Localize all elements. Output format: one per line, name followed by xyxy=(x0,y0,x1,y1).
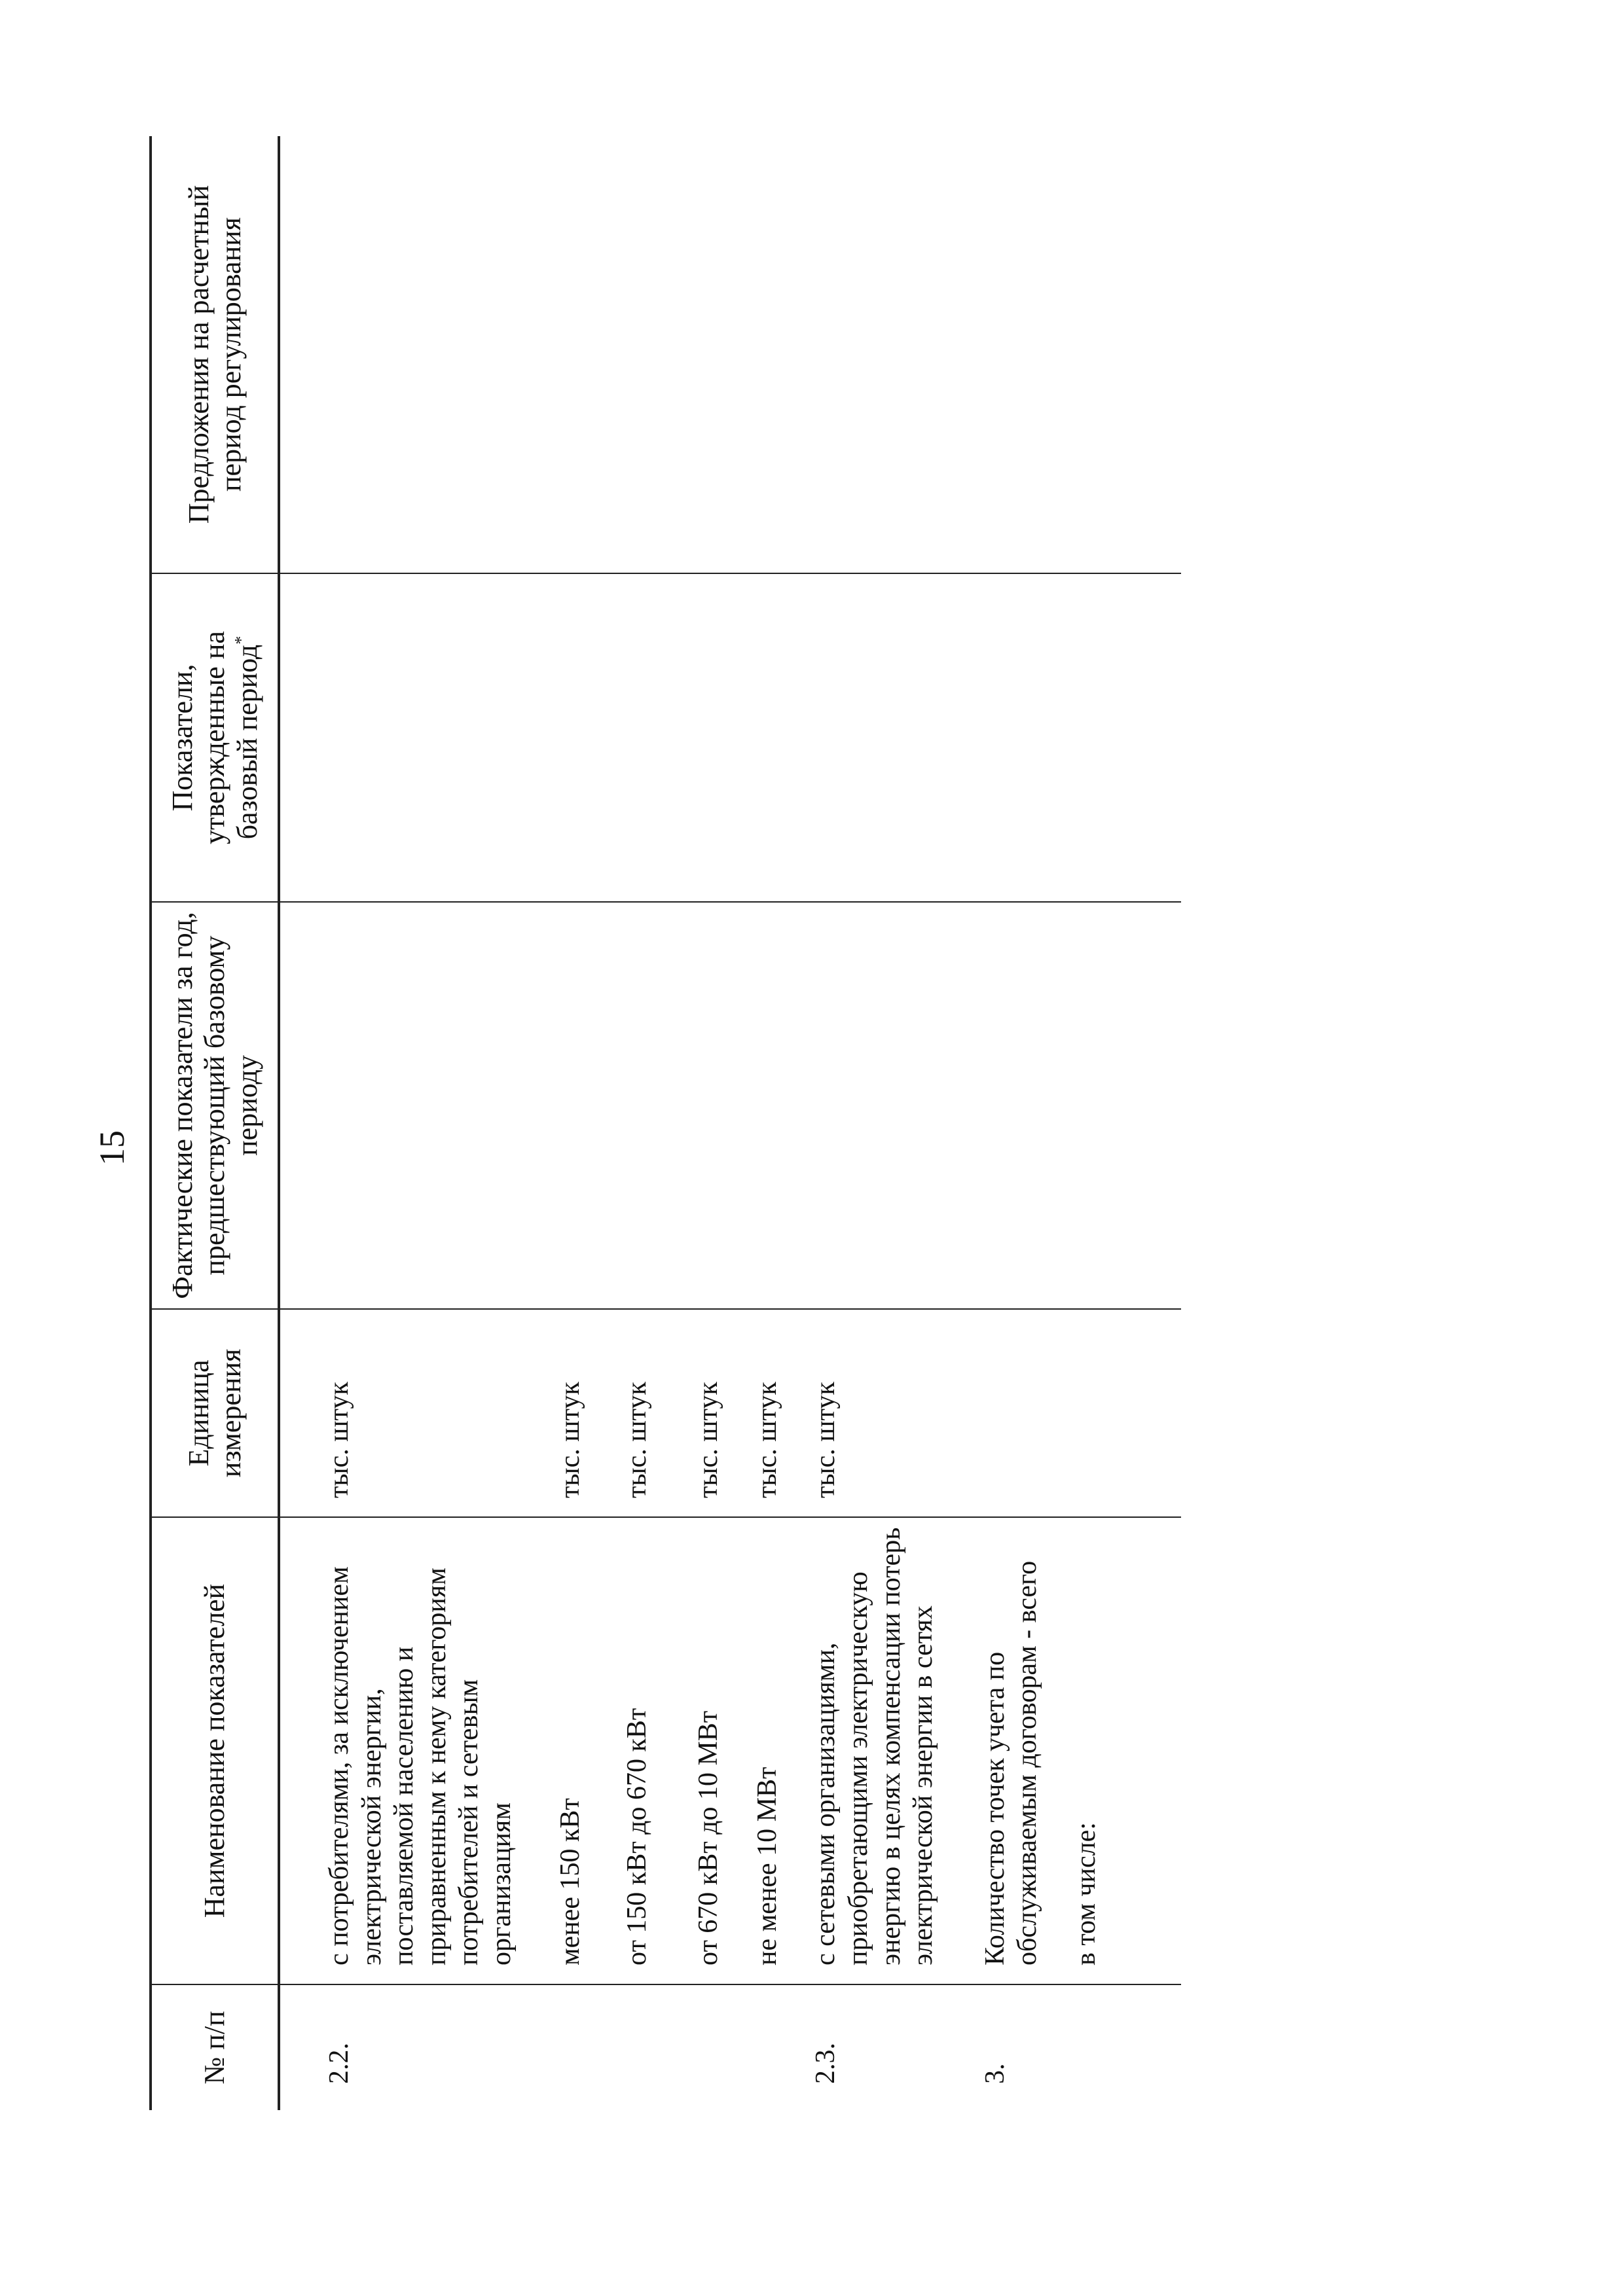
row-name: с сетевыми организациями, приобретающими электрическую энергию в целях компенсации потерь электрической энергии в сетях xyxy=(784,1517,939,1984)
row-unit: тыс. штук xyxy=(518,1309,587,1517)
row-name: от 150 кВт до 670 кВт xyxy=(587,1517,654,1984)
row-fact xyxy=(784,902,939,1309)
indicators-table xyxy=(149,136,1181,2110)
row-unit xyxy=(940,1309,1044,1517)
row-proposals xyxy=(587,136,654,573)
header-name: Наименование показателей xyxy=(151,1517,279,1984)
table-row xyxy=(784,136,939,2110)
row-unit: тыс. штук xyxy=(279,1309,518,1517)
header-approved xyxy=(151,573,279,902)
row-unit: тыс. штук xyxy=(784,1309,939,1517)
row-name: от 670 кВт до 10 МВт xyxy=(653,1517,725,1984)
table-row xyxy=(653,136,725,2110)
page-number: 15 xyxy=(92,1130,132,1166)
row-num xyxy=(653,1984,725,2110)
row-fact xyxy=(725,902,784,1309)
table-row xyxy=(940,136,1044,2110)
row-approved xyxy=(725,573,784,902)
row-fact xyxy=(279,902,518,1309)
header-approved-text: Показатели, утвержденные на базовый период xyxy=(166,631,263,844)
row-name: с потребителями, за исключением электрической энергии, поставляемой населению и приравненным к нему категориям потребителей и сетевым организациям xyxy=(279,1517,518,1984)
table-row xyxy=(587,136,654,2110)
header-fact: Фактические показатели за год, предшествующий базовому периоду xyxy=(151,902,279,1309)
table-row xyxy=(725,136,784,2110)
row-fact xyxy=(587,902,654,1309)
row-approved xyxy=(784,573,939,902)
row-fact xyxy=(940,902,1044,1309)
row-num: 3. xyxy=(979,2063,1010,2084)
table-row xyxy=(518,136,587,2110)
row-proposals xyxy=(279,136,518,573)
row-proposals xyxy=(653,136,725,573)
row-num: 2.3. xyxy=(811,2043,841,2084)
row-approved xyxy=(518,573,587,902)
row-proposals xyxy=(518,136,587,573)
row-proposals xyxy=(725,136,784,573)
row-num xyxy=(1044,1984,1182,2110)
row-unit xyxy=(1044,1309,1182,1517)
row-approved xyxy=(940,573,1044,902)
table-header-row xyxy=(151,136,279,2110)
row-num xyxy=(518,1984,587,2110)
row-num xyxy=(725,1984,784,2110)
table-row xyxy=(1044,136,1182,2110)
row-approved xyxy=(653,573,725,902)
row-name: менее 150 кВт xyxy=(518,1517,587,1984)
header-num: № п/п xyxy=(151,1984,279,2110)
row-approved xyxy=(587,573,654,902)
row-num xyxy=(587,1984,654,2110)
row-num: 2.2. xyxy=(324,2043,354,2084)
row-unit: тыс. штук xyxy=(725,1309,784,1517)
table-row xyxy=(279,136,518,2110)
row-fact xyxy=(653,902,725,1309)
row-name: не менее 10 МВт xyxy=(725,1517,784,1984)
header-unit: Единица измерения xyxy=(151,1309,279,1517)
header-proposals: Предложения на расчетный период регулирования xyxy=(151,136,279,573)
row-fact xyxy=(1044,902,1182,1309)
row-approved xyxy=(1044,573,1182,902)
row-proposals xyxy=(940,136,1044,573)
approved-footnote-mark: * xyxy=(230,636,250,645)
row-proposals xyxy=(1044,136,1182,573)
row-approved xyxy=(279,573,518,902)
row-name: Количество точек учета по обслуживаемым договорам - всего xyxy=(940,1517,1044,1984)
row-unit: тыс. штук xyxy=(587,1309,654,1517)
row-proposals xyxy=(784,136,939,573)
row-fact xyxy=(518,902,587,1309)
row-unit: тыс. штук xyxy=(653,1309,725,1517)
row-name: в том числе: xyxy=(1044,1517,1182,1984)
